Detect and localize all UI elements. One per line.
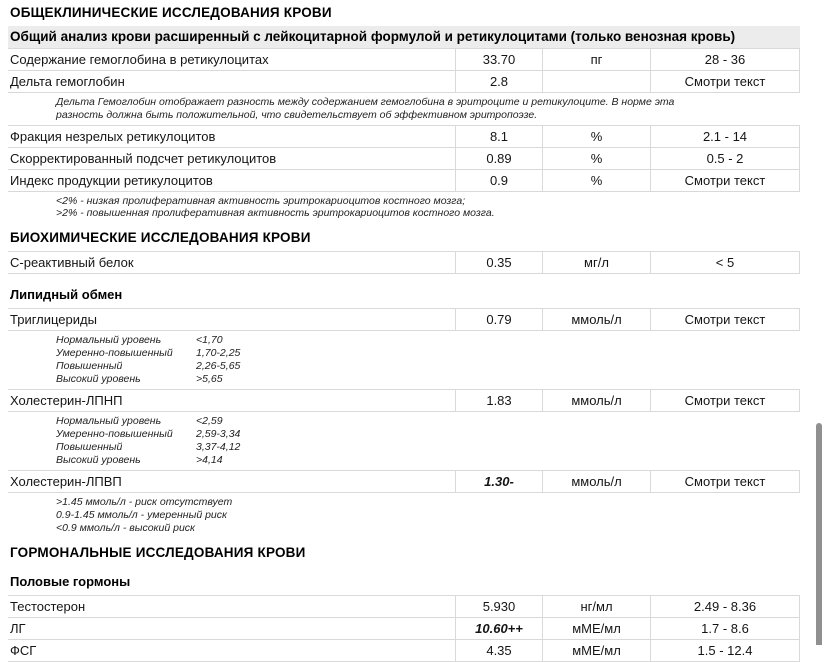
reference-cell: 2.49 - 8.36 bbox=[650, 596, 800, 617]
group-subheading: Половые гормоны bbox=[10, 573, 131, 589]
lab-result-row bbox=[8, 470, 800, 493]
lab-result-row bbox=[8, 70, 800, 93]
lab-result-row bbox=[8, 48, 800, 70]
comment-note-line: >2% - повышенная пролиферативная активность эритрокариоцитов костного мозга. bbox=[56, 207, 495, 220]
reference-cell: < 5 bbox=[650, 252, 800, 273]
reference-level-label: Умеренно-повышенный bbox=[56, 428, 173, 441]
value-cell: 0.35 bbox=[455, 252, 542, 273]
reference-level-value: 1,70-2,25 bbox=[196, 347, 241, 360]
unit-cell bbox=[542, 71, 650, 92]
reference-level-value: <2,59 bbox=[196, 415, 223, 428]
lab-result-row bbox=[8, 169, 800, 192]
reference-level-value: 3,37-4,12 bbox=[196, 441, 241, 454]
lab-result-row bbox=[8, 125, 800, 147]
unit-cell: пг bbox=[542, 49, 650, 70]
reference-cell: 2.1 - 14 bbox=[650, 126, 800, 147]
value-cell: 8.1 bbox=[455, 126, 542, 147]
reference-cell: 1.7 - 8.6 bbox=[650, 618, 800, 639]
unit-cell: нг/мл bbox=[542, 596, 650, 617]
reference-level-label: Повышенный bbox=[56, 360, 123, 373]
reference-level-label: Высокий уровень bbox=[56, 373, 141, 386]
test-name-cell: Тестостерон bbox=[10, 598, 86, 614]
section-heading: ОБЩЕКЛИНИЧЕСКИЕ ИССЛЕДОВАНИЯ КРОВИ bbox=[10, 5, 332, 20]
reference-level-label: Повышенный bbox=[56, 441, 123, 454]
reference-cell: Смотри текст bbox=[650, 71, 800, 92]
vertical-scrollbar-thumb[interactable] bbox=[816, 423, 822, 645]
section-heading: ГОРМОНАЛЬНЫЕ ИССЛЕДОВАНИЯ КРОВИ bbox=[10, 544, 306, 560]
reference-cell: Смотри текст bbox=[650, 309, 800, 330]
reference-level-row bbox=[56, 441, 800, 454]
reference-level-row bbox=[56, 360, 800, 373]
value-cell: 2.8 bbox=[455, 71, 542, 92]
reference-level-row bbox=[56, 428, 800, 441]
lab-result-row bbox=[8, 251, 800, 274]
reference-level-row bbox=[56, 347, 800, 360]
unit-cell: мМЕ/мл bbox=[542, 640, 650, 661]
unit-cell: ммоль/л bbox=[542, 309, 650, 330]
value-cell: 1.30- bbox=[455, 471, 542, 492]
reference-level-row bbox=[56, 454, 800, 467]
reference-level-label: Умеренно-повышенный bbox=[56, 347, 173, 360]
reference-level-row bbox=[56, 334, 800, 347]
comment-note-line: <0.9 ммоль/л - высокий риск bbox=[56, 521, 196, 534]
reference-level-label: Нормальный уровень bbox=[56, 415, 162, 428]
reference-level-value: >5,65 bbox=[196, 373, 223, 386]
value-cell: 0.79 bbox=[455, 309, 542, 330]
test-name-cell: Индекс продукции ретикулоцитов bbox=[10, 172, 213, 188]
reference-cell: Смотри текст bbox=[650, 471, 800, 492]
test-name-cell: ФСГ bbox=[10, 642, 37, 658]
test-name-cell: С-реактивный белок bbox=[10, 255, 134, 271]
test-name-cell: Триглицериды bbox=[10, 312, 97, 328]
reference-level-label: Высокий уровень bbox=[56, 454, 141, 467]
value-cell: 1.83 bbox=[455, 390, 542, 411]
value-cell: 0.89 bbox=[455, 148, 542, 169]
value-cell: 33.70 bbox=[455, 49, 542, 70]
comment-note-line: 0.9-1.45 ммоль/л - умеренный риск bbox=[56, 508, 227, 521]
lab-result-row bbox=[8, 595, 800, 617]
comment-note-line: >1.45 ммоль/л - риск отсутствует bbox=[56, 496, 233, 509]
lab-result-row bbox=[8, 639, 800, 662]
reference-level-value: 2,59-3,34 bbox=[196, 428, 241, 441]
reference-cell: 0.5 - 2 bbox=[650, 148, 800, 169]
comment-note-line: разность должна быть положительной, что свидетельствует об эффективном эритропоэзе. bbox=[56, 108, 538, 121]
comment-note bbox=[56, 96, 800, 122]
reference-cell: Смотри текст bbox=[650, 390, 800, 411]
test-name-cell: Холестерин-ЛПВП bbox=[10, 474, 122, 490]
reference-level-value: 2,26-5,65 bbox=[196, 360, 241, 373]
comment-note bbox=[56, 496, 800, 534]
lab-result-row bbox=[8, 147, 800, 169]
test-name-cell: Фракция незрелых ретикулоцитов bbox=[10, 128, 216, 144]
reference-levels-note bbox=[56, 334, 800, 386]
lab-result-row bbox=[8, 617, 800, 639]
lab-result-row bbox=[8, 389, 800, 412]
reference-cell: 28 - 36 bbox=[650, 49, 800, 70]
comment-note bbox=[56, 195, 800, 221]
reference-cell: 1.5 - 12.4 bbox=[650, 640, 800, 661]
test-name-cell: ЛГ bbox=[10, 620, 26, 636]
test-name-cell: Скорректированный подсчет ретикулоцитов bbox=[10, 150, 277, 166]
unit-cell: ммоль/л bbox=[542, 471, 650, 492]
test-name-cell: Содержание гемоглобина в ретикулоцитах bbox=[10, 52, 269, 67]
unit-cell: мМЕ/мл bbox=[542, 618, 650, 639]
unit-cell: ммоль/л bbox=[542, 390, 650, 411]
unit-cell: % bbox=[542, 170, 650, 191]
table-subheader: Общий анализ крови расширенный с лейкоцитарной формулой и ретикулоцитами (только венозная кровь) bbox=[8, 26, 800, 48]
value-cell: 0.9 bbox=[455, 170, 542, 191]
section-heading: БИОХИМИЧЕСКИЕ ИССЛЕДОВАНИЯ КРОВИ bbox=[10, 230, 311, 246]
comment-note-line: <2% - низкая пролиферативная активность эритрокариоцитов костного мозга; bbox=[56, 194, 466, 207]
reference-level-value: >4,14 bbox=[196, 454, 223, 467]
value-cell: 10.60++ bbox=[455, 618, 542, 639]
reference-level-row bbox=[56, 373, 800, 386]
value-cell: 5.930 bbox=[455, 596, 542, 617]
group-subheading: Липидный обмен bbox=[10, 287, 123, 303]
reference-level-label: Нормальный уровень bbox=[56, 334, 162, 347]
unit-cell: % bbox=[542, 126, 650, 147]
test-name-cell: Холестерин-ЛПНП bbox=[10, 393, 123, 409]
lab-report-document bbox=[8, 0, 800, 662]
test-name-cell: Дельта гемоглобин bbox=[10, 74, 125, 89]
reference-cell: Смотри текст bbox=[650, 170, 800, 191]
lab-result-row bbox=[8, 308, 800, 331]
reference-levels-note bbox=[56, 415, 800, 467]
comment-note-line: Дельта Гемоглобин отображает разность между содержанием гемоглобина в эритроците и ретикулоците. В норме эта bbox=[56, 96, 675, 108]
reference-level-row bbox=[56, 415, 800, 428]
value-cell: 4.35 bbox=[455, 640, 542, 661]
unit-cell: % bbox=[542, 148, 650, 169]
unit-cell: мг/л bbox=[542, 252, 650, 273]
reference-level-value: <1,70 bbox=[196, 334, 223, 347]
